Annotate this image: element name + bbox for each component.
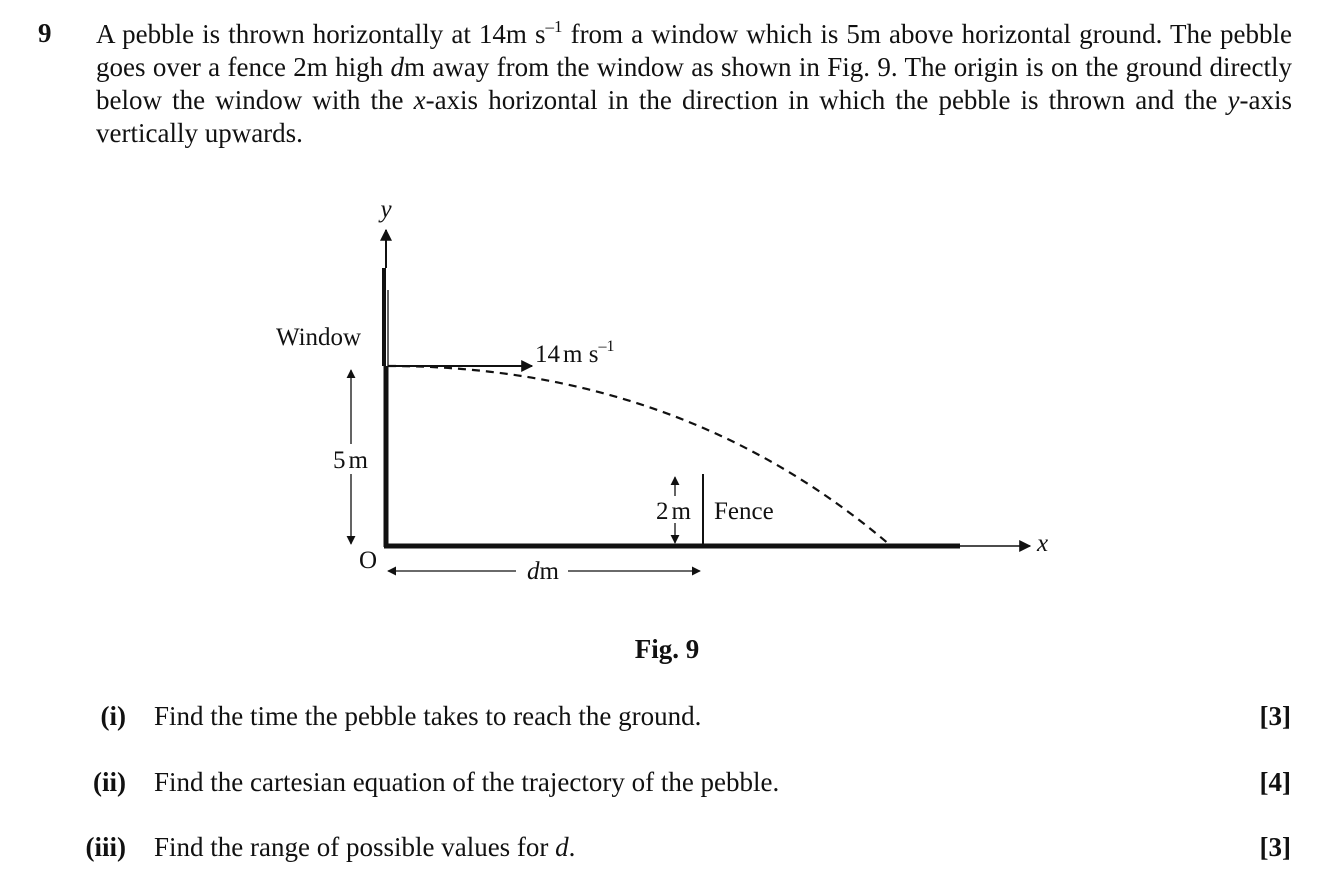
y-axis-label: y: [380, 196, 392, 223]
height-5m-label: 5 m: [333, 447, 368, 474]
part-marks: [3]: [1259, 701, 1291, 731]
question-part: [0, 832, 1334, 866]
window-label: Window: [276, 324, 362, 351]
question-part: [0, 767, 1334, 801]
trajectory-path: [388, 366, 890, 545]
fence-label: Fence: [714, 498, 774, 525]
x-axis-label: x: [1037, 530, 1049, 557]
part-text: Find the cartesian equation of the trajectory of the pebble.: [154, 767, 780, 797]
part-label: (i): [100, 701, 126, 731]
height-2m-label: 2 m: [656, 498, 691, 525]
part-label: (iii): [85, 832, 126, 862]
part-label: (ii): [93, 767, 126, 797]
speed-label: 14 m $s^{-1}$: [535, 338, 615, 368]
question-stem: A pebble is thrown horizontally at 14m $s^{-1}$ from a window which is 5m above horizontal ground. The pebble goes over a fence 2m high dm away from the window as shown in Fig. 9. The origin is on the ground directly below the window with the x-axis horizontal in the direction in which the pebble is thrown and the y-axis vertically upwards.: [96, 17, 1292, 148]
question-number: 9: [38, 18, 52, 48]
part-marks: [4]: [1259, 767, 1291, 797]
distance-label: dm: [527, 558, 559, 585]
part-marks: [3]: [1259, 832, 1291, 862]
part-text: Find the range of possible values for d.: [154, 832, 576, 862]
origin-label: O: [359, 547, 378, 574]
question-part: [0, 701, 1334, 735]
part-text: Find the time the pebble takes to reach the ground.: [154, 701, 702, 731]
figure-caption: Fig. 9: [634, 634, 700, 664]
